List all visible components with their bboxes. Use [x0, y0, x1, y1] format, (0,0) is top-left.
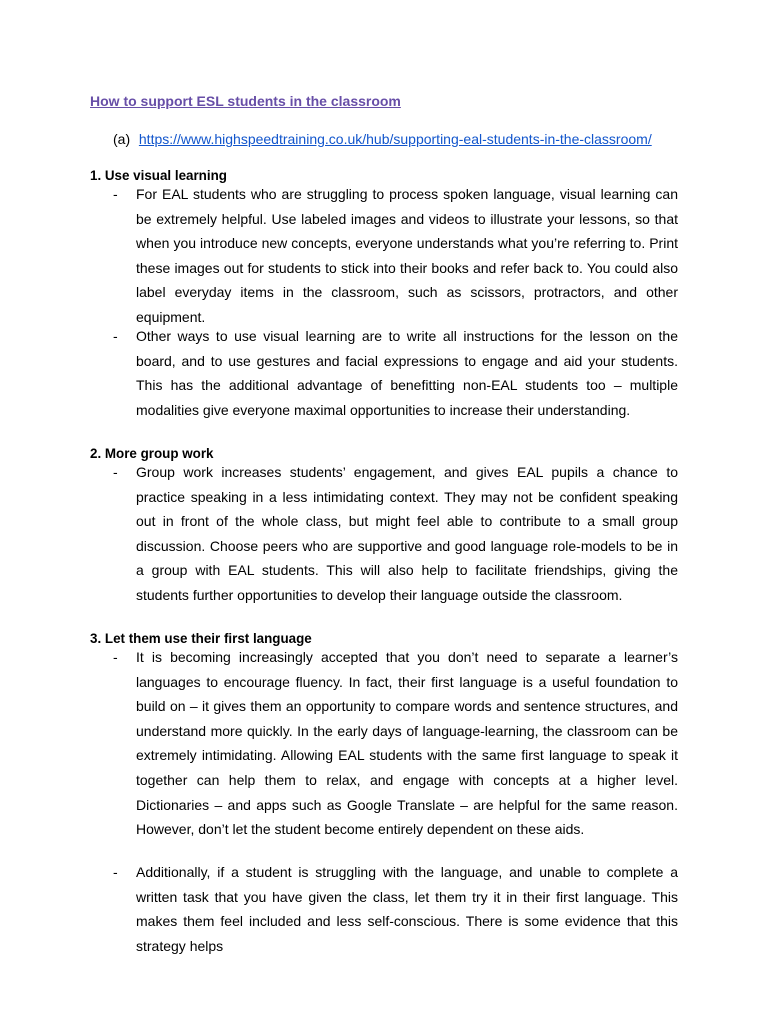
reference-line: [113, 131, 652, 147]
section-heading-visual-learning: 1. Use visual learning: [90, 168, 227, 183]
section-heading-first-language: 3. Let them use their first language: [90, 631, 312, 646]
list-item: [113, 460, 678, 608]
paragraph-text: For EAL students who are struggling to process spoken language, visual learning can be extremely helpful. Use labeled images and videos to illustrate your lessons, so that when you introduce new concepts, everyone understands what you’re referring to. Print these images out for students to stick into their books and refer back to. You could also label everyday items in the classroom, such as scissors, protractors, and other equipment.: [136, 186, 678, 325]
paragraph-text: Other ways to use visual learning are to write all instructions for the lesson on the board, and to use gestures and facial expressions to engage and aid your students. This has the additional advantage of benefitting non-EAL students too – multiple modalities give everyone maximal opportunities to increase their understanding.: [136, 328, 678, 418]
bullet-dash: -: [113, 328, 118, 344]
paragraph-text: Group work increases students’ engagement, and gives EAL pupils a chance to practice speaking in a less intimidating context. They may not be confident speaking out in front of the whole class, but might feel able to contribute to a small group discussion. Choose peers who are supportive and good language role-models to be in a group with EAL students. This will also help to facilitate friendships, giving the students further opportunities to develop their language outside the classroom.: [136, 464, 678, 603]
list-item: [113, 324, 678, 422]
list-item: [113, 860, 678, 958]
reference-link[interactable]: https://www.highspeedtraining.co.uk/hub/supporting-eal-students-in-the-classroom/: [138, 131, 652, 147]
list-item: [113, 645, 678, 842]
bullet-dash: -: [113, 649, 118, 665]
list-item: [113, 182, 678, 330]
paragraph-text: Additionally, if a student is struggling with the language, and unable to complete a written task that you have given the class, let them try it in their first language. This makes them feel included and less self-conscious. There is some evidence that this strategy helps: [136, 864, 678, 954]
bullet-dash: -: [113, 464, 118, 480]
bullet-dash: -: [113, 864, 118, 880]
reference-marker: (a): [113, 131, 131, 147]
bullet-dash: -: [113, 186, 118, 202]
section-heading-group-work: 2. More group work: [90, 446, 214, 461]
paragraph-text: It is becoming increasingly accepted that you don’t need to separate a learner’s languages to encourage fluency. In fact, their first language is a useful foundation to build on – it gives them an opportunity to compare words and sentence structures, and understand more quickly. In the early days of language-learning, the classroom can be extremely intimidating. Allowing EAL students with the same first language to speak it together can help them to relax, and engage with concepts at a higher level. Dictionaries – and apps such as Google Translate – are helpful for the same reason. However, don’t let the student become entirely dependent on these aids.: [136, 649, 678, 838]
document-title: How to support ESL students in the classroom: [90, 93, 401, 109]
